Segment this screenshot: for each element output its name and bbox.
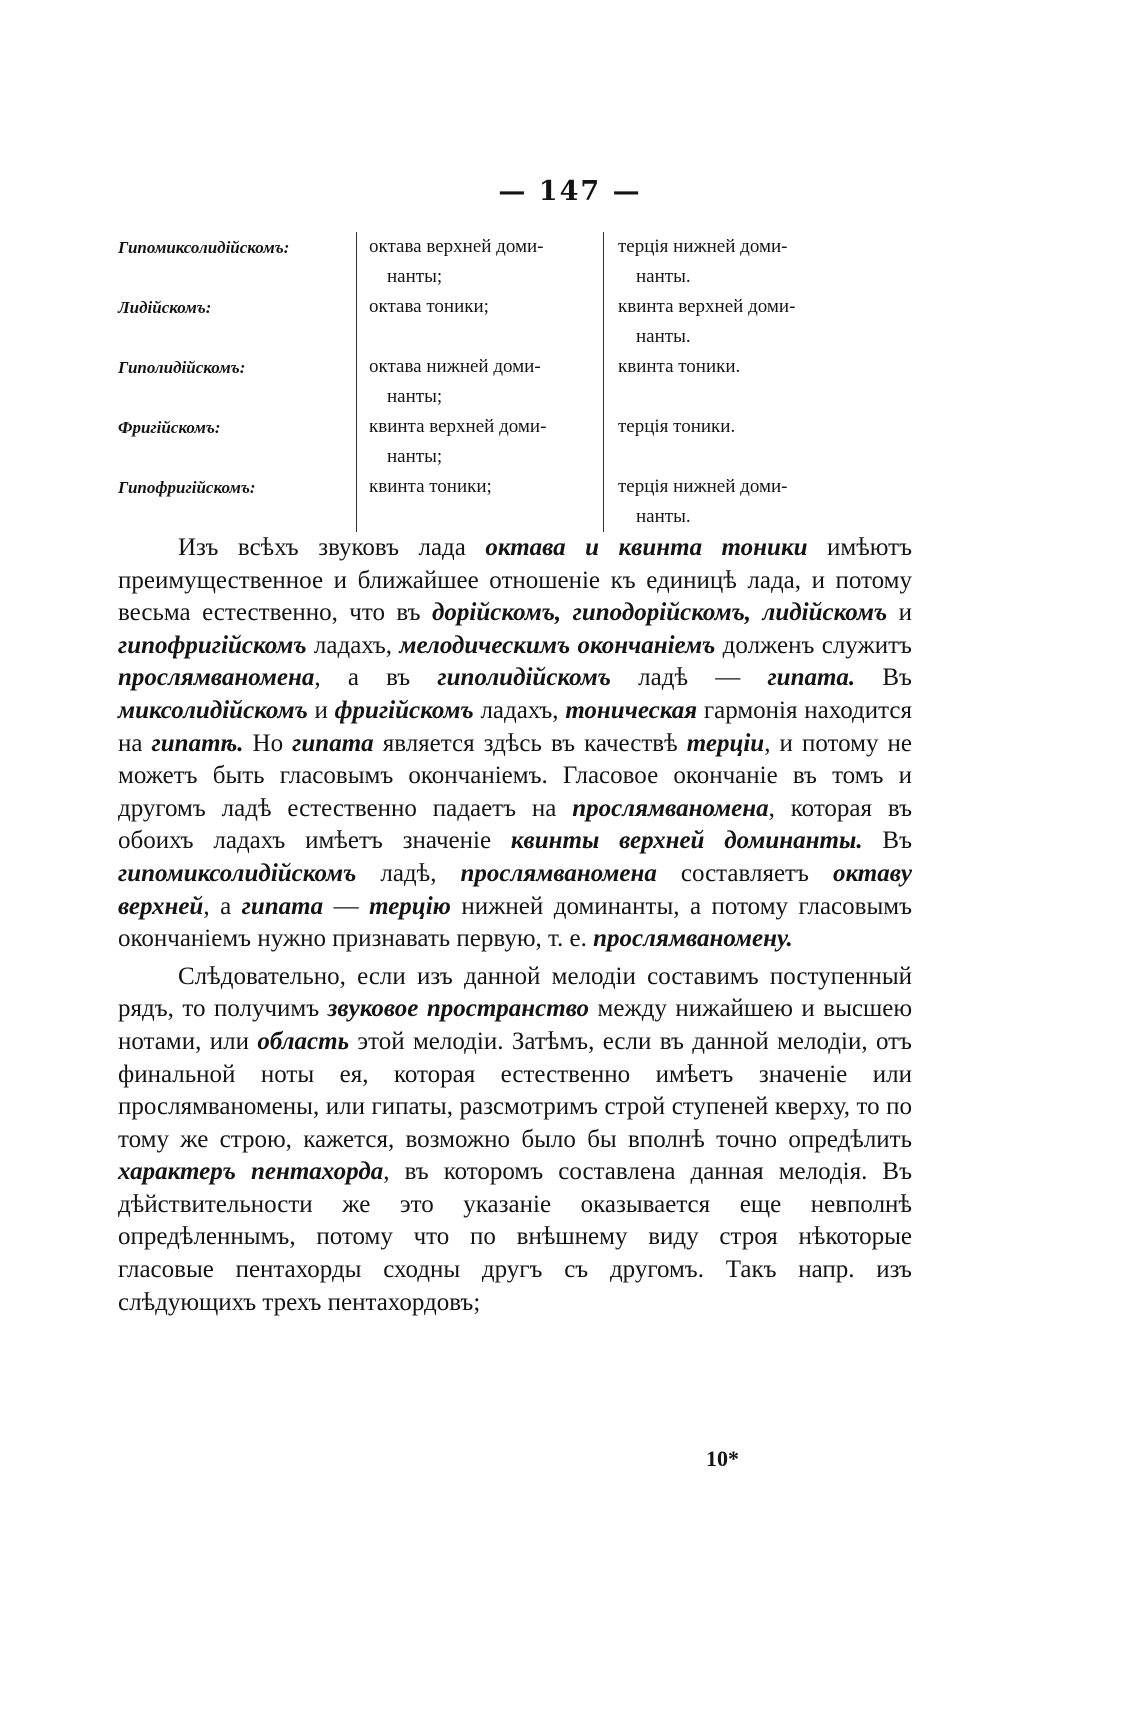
emphasis: гипофригійскомъ [118, 631, 307, 659]
cell-line: терція нижней доми- [618, 476, 788, 497]
text-run: — [323, 892, 370, 920]
text-run: долженъ служитъ [715, 631, 912, 659]
emphasis: тоническая [565, 696, 698, 724]
mode-name: Фригійскомъ: [118, 418, 221, 437]
text-run: , которая въ обоихъ ладахъ имѣетъ значеніе [118, 794, 912, 855]
mode-row [118, 472, 918, 532]
mode-row [118, 352, 918, 412]
cell-line: терція тоники. [618, 416, 736, 437]
text-run: , въ которомъ составлена данная мелодія. Въ дѣйствительности же это указаніе оказывается еще невполнѣ опредѣленнымъ, потому что по внѣшнему виду строя нѣкоторые гласовые пентахорды сходны другъ съ другомъ. Такъ напр. изъ слѣдующихъ трехъ пентахордовъ; [118, 1158, 912, 1316]
mode-row [118, 232, 918, 292]
emphasis: октава и квинта тоники [485, 534, 808, 561]
emphasis: квинты верхней доминанты. [510, 827, 863, 855]
third-cell [603, 292, 868, 352]
text-run: , и потому не можетъ быть гласовымъ окончаніемъ. Гласовое окончаніе въ томъ и другомъ ладѣ естественно падаетъ на [118, 729, 913, 822]
text-run: Въ [855, 664, 912, 692]
emphasis: гипомиксолидійскомъ [118, 859, 357, 887]
text-run: Въ [862, 827, 912, 855]
cell-line: квинта тоники. [618, 356, 741, 377]
emphasis: характеръ пентахорда [118, 1158, 384, 1186]
emphasis: прослямваномена [118, 664, 315, 692]
emphasis: звуковое пространство [327, 995, 590, 1023]
text-run: Но [243, 729, 293, 757]
text-run: ладахъ, [306, 631, 400, 659]
emphasis: гипата [241, 892, 324, 920]
page-number: — 147 — [498, 176, 642, 207]
octave-cell [356, 292, 603, 352]
text-run: Слѣдовательно, если изъ данной мелодіи составимъ поступенный рядъ, то получимъ [118, 962, 912, 1023]
cell-line: квинта тоники; [369, 476, 492, 497]
emphasis: прослямваномена [460, 859, 657, 887]
cell-line: октава нижней доми- [369, 356, 541, 377]
text-run: ладѣ — [610, 664, 768, 692]
paragraph-melody-range [118, 961, 912, 1320]
emphasis: дорійскомъ, гиподорійскомъ, лидійскомъ [432, 599, 888, 627]
text-run: этой мелодіи. Затѣмъ, если въ данной мелодіи, отъ финальной ноты ея, которая естественно имѣетъ значеніе или прослямваномены, или гипаты, разсмотримъ строй ступеней кверху, то по тому же строю, кажется, возможно было бы вполнѣ точно опредѣлить [118, 1027, 912, 1153]
mode-table [118, 232, 918, 532]
paragraph-modal-endings [118, 532, 912, 956]
octave-cell [356, 412, 603, 472]
octave-cell [356, 352, 603, 412]
text-run: , а въ [314, 664, 438, 692]
cell-line: нанты. [636, 326, 691, 347]
emphasis: терцію [369, 892, 451, 920]
text-run: является здѣсь въ качествѣ [373, 729, 687, 757]
text-run: и [307, 696, 335, 724]
emphasis: гипатѣ. [151, 729, 244, 757]
text-run: между нижайшею и высшею нотами, или [118, 995, 913, 1055]
emphasis: область [257, 1027, 349, 1055]
signature-mark: 10* [706, 1446, 739, 1471]
third-cell [603, 352, 868, 412]
mode-row [118, 412, 918, 472]
body-text [118, 532, 912, 1324]
text-run: гармонія находится на [118, 696, 912, 757]
third-cell [603, 472, 868, 532]
text-run: нижней доминанты, а потому гласовымъ окончаніемъ нужно признавать первую, т. е. [118, 892, 912, 953]
cell-line: октава тоники; [369, 296, 489, 317]
cell-line: нанты. [636, 506, 691, 527]
third-cell [603, 232, 868, 292]
emphasis: октаву верхней [118, 859, 912, 920]
emphasis: гипата [292, 729, 374, 757]
cell-line: терція нижней доми- [618, 236, 788, 257]
octave-cell [356, 472, 603, 532]
emphasis: прослямваномену. [593, 925, 793, 953]
text-run: имѣютъ преимущественное и ближайшее отношеніе къ единицѣ лада, и потому весьма естественно, что въ [118, 534, 913, 627]
cell-line: нанты; [387, 266, 443, 287]
cell-line: нанты. [636, 266, 691, 287]
text-run: ладѣ, [356, 859, 461, 887]
cell-line: квинта верхней доми- [618, 296, 796, 317]
mode-name: Гипомиксолидійскомъ: [118, 238, 290, 257]
cell-line: квинта верхней доми- [369, 416, 547, 437]
emphasis: фригійскомъ [334, 696, 474, 724]
emphasis: прослямваномена [572, 794, 769, 822]
emphasis: мелодическимъ окончаніемъ [399, 631, 716, 659]
mode-row [118, 292, 918, 352]
emphasis: терціи [686, 729, 765, 757]
text-run: и [887, 599, 912, 627]
text-run: составляетъ [656, 859, 833, 887]
emphasis: гиполидійскомъ [437, 664, 611, 692]
mode-name: Лидійскомъ: [118, 298, 212, 317]
emphasis: миксолидійскомъ [118, 696, 308, 724]
text-run: ладахъ, [473, 696, 566, 724]
text-run: Изъ всѣхъ звуковъ лада [178, 534, 486, 561]
mode-name: Гиполидійскомъ: [118, 358, 246, 377]
emphasis: гипата. [767, 664, 856, 692]
mode-name: Гипофригійскомъ: [118, 478, 256, 497]
cell-line: нанты; [387, 446, 443, 467]
text-run: , а [203, 892, 242, 920]
cell-line: нанты; [387, 386, 443, 407]
cell-line: октава верхней доми- [369, 236, 544, 257]
third-cell [603, 412, 868, 472]
octave-cell [356, 232, 603, 292]
